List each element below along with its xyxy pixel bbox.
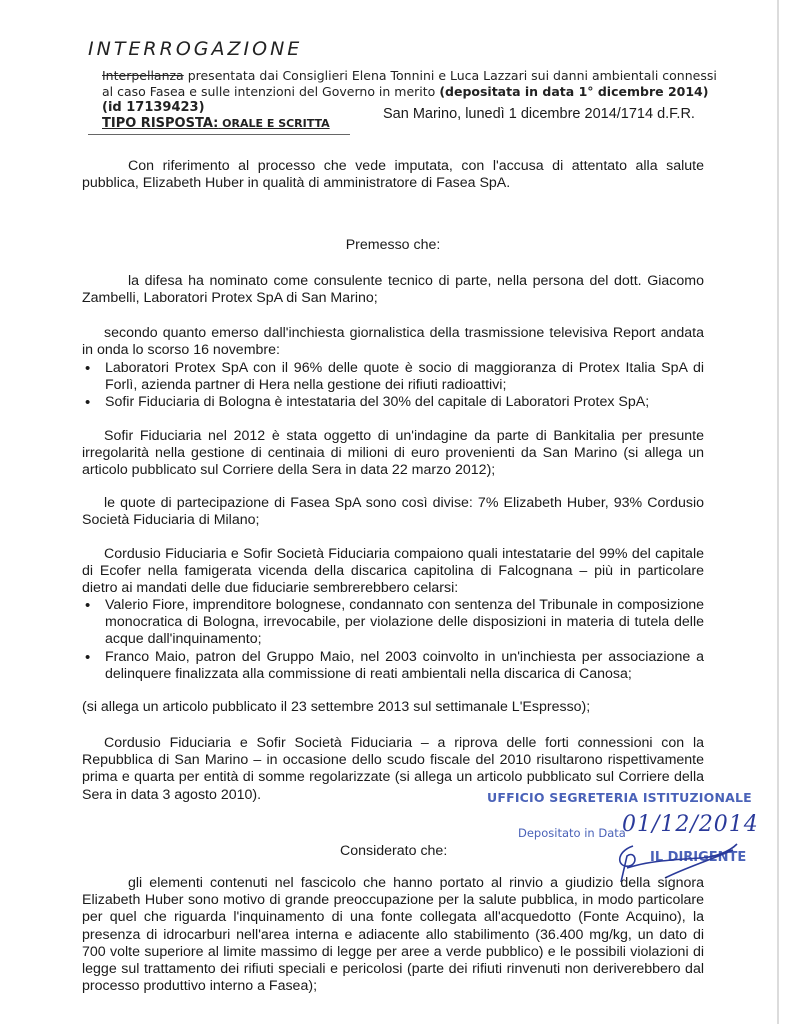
tipo-value: ORALE E SCRITTA [218, 117, 330, 130]
stamp-office: UFFICIO SEGRETERIA ISTITUZIONALE [487, 790, 752, 805]
stamp-role: IL DIRIGENTE [650, 850, 747, 865]
bullet-list-a [82, 360, 704, 412]
premesso-p3: Sofir Fiduciaria nel 2012 è stata oggetto di un'indagine da parte di Bankitalia per presunte irregolarità nella gestione di centinaia di milioni di euro provenienti da San Marino (si allega un articolo pubblicato sul Corriere della Sera in data 22 marzo 2012); [82, 428, 704, 479]
tipo-label: TIPO RISPOSTA: [102, 116, 219, 131]
struck-word: Interpellanza [102, 68, 184, 83]
list-item: • Laboratori Protex SpA con il 96% delle quote è socio di maggioranza di Protex Italia SpA di Forlì, azienda partner di Hera nella gestione dei rifiuti radioattivi; [82, 360, 704, 394]
place-date: San Marino, lunedì 1 dicembre 2014/1714 d.F.R. [383, 106, 695, 122]
header-line-1-text: presentata dai Consiglieri Elena Tonnini e Luca Lazzari sui danni ambientali connessi [183, 68, 717, 83]
id-line: (id 17139423) [102, 100, 205, 115]
considerato-heading: Considerato che: [340, 843, 448, 859]
deposit-date-note: (depositata in data 1° dicembre 2014) [439, 84, 709, 99]
intro-paragraph: Con riferimento al processo che vede imputata, con l'accusa di attentato alla salute pubblica, Elizabeth Huber in qualità di amministratore di Fasea SpA. [82, 158, 704, 192]
premesso-p6: Cordusio Fiduciaria e Sofir Società Fiduciaria – a riprova delle forti connessioni con la Repubblica di San Marino – in occasione dello scudo fiscale del 2010 risultarono rispettivamente prima e quarta per entità di somme regolarizzate (si allega un articolo pubblicato sul Corriere della Sera in data 3 agosto 2010). [82, 735, 704, 803]
header-line-2 [102, 84, 762, 100]
premesso-p1: la difesa ha nominato come consulente tecnico di parte, nella persona del dott. Giacomo Zambelli, Laboratori Protex SpA di San Marino; [82, 273, 704, 307]
stamp-deposited-date: 01/12/2014 [622, 812, 759, 837]
stamp-deposited-label: Depositato in Data [518, 826, 626, 840]
considerato-p1: gli elementi contenuti nel fascicolo che hanno portato al rinvio a giudizio della signora Elizabeth Huber sono motivo di grande preoccupazione per la salute pubblica, in modo particolare per quel che riguarda l'inquinamento di una fonte collegata all'acquedotto (Fonte Acquino), la presenza di idrocarburi nell'area interna e adiacente allo stabilimento (36.400 mg/kg, un dato di 700 volte superiore al limite massimo di legge per aree a verde pubblico) e le possibili violazioni di legge sul trattamento dei rifiuti speciali e pericolosi (parte dei rifiuti rinvenuti non deriverebbero dal processo produttivo interno a Fasea); [82, 875, 704, 995]
list-item: • Franco Maio, patron del Gruppo Maio, nel 2003 coinvolto in un'inchiesta per associazione a delinquere finalizzata alla commissione di reati ambientali nella discarica di Canosa; [82, 649, 704, 683]
list-item: • Valerio Fiore, imprenditore bolognese, condannato con sentenza del Tribunale in composizione monocratica di Bologna, irrevocabile, per violazione delle disposizioni in materia di tutela delle acque dall'inquinamento; [82, 597, 704, 649]
handwritten-title: INTERROGAZIONE [88, 38, 303, 60]
header-line-1 [102, 68, 762, 84]
tipo-risposta [102, 115, 330, 132]
bullet-list-b [82, 597, 704, 683]
premesso-p2: secondo quanto emerso dall'inchiesta giornalistica della trasmissione televisiva Report andata in onda lo scorso 16 novembre: [82, 325, 704, 359]
premesso-p5-note: (si allega un articolo pubblicato il 23 settembre 2013 sul settimanale L'Espresso); [82, 699, 591, 715]
premesso-p5: Cordusio Fiduciaria e Sofir Società Fiduciaria compaiono quali intestatarie del 99% del capitale di Ecofer nella famigerata vicenda della discarica capitolina di Falcognana – più in particolare dietro ai mandati delle due fiduciarie sembrerebbero celarsi: [82, 546, 704, 597]
header-rule [88, 134, 350, 135]
premesso-p4: le quote di partecipazione di Fasea SpA sono così divise: 7% Elizabeth Huber, 93% Cordusio Società Fiduciaria di Milano; [82, 495, 704, 529]
header-line-2-text: al caso Fasea e sulle intenzioni del Governo in merito [102, 84, 440, 99]
list-item: • Sofir Fiduciaria di Bologna è intestataria del 30% del capitale di Laboratori Protex SpA; [82, 394, 704, 411]
premesso-heading: Premesso che: [345, 237, 441, 253]
scan-edge [777, 0, 779, 1024]
